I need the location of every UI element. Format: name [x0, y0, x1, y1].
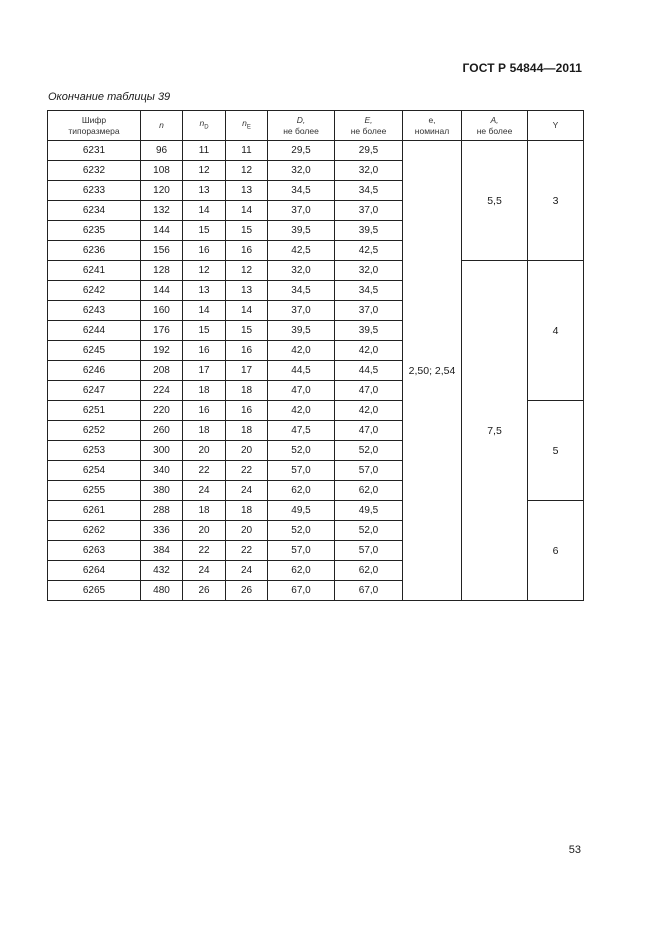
cell-d: 39,5	[268, 221, 335, 241]
cell-n: 208	[141, 361, 183, 381]
cell-e-max: 39,5	[335, 221, 403, 241]
cell-np: 14	[183, 301, 226, 321]
cell-code: 6242	[48, 281, 141, 301]
cell-d: 62,0	[268, 561, 335, 581]
cell-np: 12	[183, 261, 226, 281]
cell-code: 6265	[48, 581, 141, 601]
cell-e-max: 57,0	[335, 541, 403, 561]
col-header-n: n	[141, 111, 183, 141]
col-header-code: Шифр типоразмера	[48, 111, 141, 141]
cell-e-max: 62,0	[335, 481, 403, 501]
cell-nk: 16	[226, 341, 268, 361]
cell-code: 6236	[48, 241, 141, 261]
cell-nk: 15	[226, 321, 268, 341]
cell-d: 52,0	[268, 521, 335, 541]
cell-np: 14	[183, 201, 226, 221]
cell-e-max: 34,5	[335, 181, 403, 201]
cell-np: 17	[183, 361, 226, 381]
cell-n: 384	[141, 541, 183, 561]
cell-y-group-2: 4	[528, 261, 584, 401]
cell-n: 108	[141, 161, 183, 181]
cell-e-max: 47,0	[335, 421, 403, 441]
table-row	[48, 261, 584, 281]
cell-e-max: 67,0	[335, 581, 403, 601]
cell-e-max: 44,5	[335, 361, 403, 381]
cell-nk: 26	[226, 581, 268, 601]
cell-d: 34,5	[268, 281, 335, 301]
cell-n: 380	[141, 481, 183, 501]
cell-nk: 18	[226, 381, 268, 401]
cell-nk: 12	[226, 261, 268, 281]
cell-d: 49,5	[268, 501, 335, 521]
cell-np: 16	[183, 241, 226, 261]
cell-n: 120	[141, 181, 183, 201]
table-header-row	[48, 111, 584, 141]
cell-n: 432	[141, 561, 183, 581]
cell-n: 144	[141, 281, 183, 301]
cell-code: 6234	[48, 201, 141, 221]
cell-e-max: 42,0	[335, 401, 403, 421]
cell-nk: 18	[226, 501, 268, 521]
cell-d: 42,0	[268, 401, 335, 421]
cell-code: 6247	[48, 381, 141, 401]
cell-n: 128	[141, 261, 183, 281]
cell-d: 32,0	[268, 161, 335, 181]
cell-d: 52,0	[268, 441, 335, 461]
cell-np: 22	[183, 461, 226, 481]
cell-n: 156	[141, 241, 183, 261]
cell-code: 6231	[48, 141, 141, 161]
cell-n: 192	[141, 341, 183, 361]
col-header-e-nominal: e, номинал	[403, 111, 462, 141]
cell-np: 13	[183, 281, 226, 301]
cell-nk: 18	[226, 421, 268, 441]
cell-y-group-1: 3	[528, 141, 584, 261]
cell-np: 22	[183, 541, 226, 561]
cell-np: 13	[183, 181, 226, 201]
cell-np: 20	[183, 521, 226, 541]
cell-code: 6255	[48, 481, 141, 501]
cell-np: 20	[183, 441, 226, 461]
cell-n: 336	[141, 521, 183, 541]
cell-n: 144	[141, 221, 183, 241]
cell-code: 6243	[48, 301, 141, 321]
cell-n: 224	[141, 381, 183, 401]
cell-n: 260	[141, 421, 183, 441]
page-number: 53	[568, 844, 581, 856]
cell-code: 6245	[48, 341, 141, 361]
cell-np: 18	[183, 421, 226, 441]
cell-np: 18	[183, 381, 226, 401]
cell-nk: 22	[226, 461, 268, 481]
cell-np: 26	[183, 581, 226, 601]
cell-code: 6261	[48, 501, 141, 521]
cell-e-max: 29,5	[335, 141, 403, 161]
cell-y-group-3: 5	[528, 401, 584, 501]
cell-nk: 11	[226, 141, 268, 161]
cell-np: 12	[183, 161, 226, 181]
cell-e-max: 37,0	[335, 301, 403, 321]
cell-np: 24	[183, 561, 226, 581]
cell-nk: 24	[226, 481, 268, 501]
cell-d: 67,0	[268, 581, 335, 601]
cell-nk: 13	[226, 281, 268, 301]
cell-nk: 20	[226, 521, 268, 541]
col-header-a: A, не более	[462, 111, 528, 141]
cell-nk: 16	[226, 401, 268, 421]
cell-code: 6233	[48, 181, 141, 201]
cell-nk: 12	[226, 161, 268, 181]
cell-e-max: 37,0	[335, 201, 403, 221]
col-header-nk: $n_E$	[226, 111, 268, 141]
cell-code: 6244	[48, 321, 141, 341]
col-header-np: $n_D$	[183, 111, 226, 141]
cell-n: 288	[141, 501, 183, 521]
cell-d: 42,0	[268, 341, 335, 361]
cell-e-nominal-merged: 2,50; 2,54	[403, 141, 462, 601]
cell-n: 340	[141, 461, 183, 481]
cell-d: 57,0	[268, 461, 335, 481]
cell-d: 44,5	[268, 361, 335, 381]
cell-d: 39,5	[268, 321, 335, 341]
cell-d: 47,5	[268, 421, 335, 441]
col-header-d: D, не более	[268, 111, 335, 141]
col-header-y: Y	[528, 111, 584, 141]
cell-np: 15	[183, 321, 226, 341]
table-row	[48, 141, 584, 161]
cell-d: 29,5	[268, 141, 335, 161]
cell-np: 15	[183, 221, 226, 241]
document-standard-header: ГОСТ Р 54844—2011	[462, 61, 582, 75]
cell-code: 6253	[48, 441, 141, 461]
cell-code: 6262	[48, 521, 141, 541]
cell-e-max: 34,5	[335, 281, 403, 301]
cell-nk: 20	[226, 441, 268, 461]
cell-nk: 15	[226, 221, 268, 241]
cell-d: 37,0	[268, 301, 335, 321]
cell-e-max: 32,0	[335, 161, 403, 181]
cell-nk: 13	[226, 181, 268, 201]
cell-d: 34,5	[268, 181, 335, 201]
cell-nk: 16	[226, 241, 268, 261]
cell-np: 18	[183, 501, 226, 521]
cell-n: 176	[141, 321, 183, 341]
cell-code: 6241	[48, 261, 141, 281]
cell-n: 300	[141, 441, 183, 461]
cell-code: 6235	[48, 221, 141, 241]
cell-n: 220	[141, 401, 183, 421]
cell-n: 96	[141, 141, 183, 161]
cell-n: 480	[141, 581, 183, 601]
col-header-e-max: E, не более	[335, 111, 403, 141]
cell-y-group-4: 6	[528, 501, 584, 601]
cell-code: 6254	[48, 461, 141, 481]
cell-n: 160	[141, 301, 183, 321]
cell-nk: 14	[226, 301, 268, 321]
cell-np: 16	[183, 401, 226, 421]
cell-a-group-1: 5,5	[462, 141, 528, 261]
cell-e-max: 42,5	[335, 241, 403, 261]
cell-d: 57,0	[268, 541, 335, 561]
cell-np: 11	[183, 141, 226, 161]
cell-e-max: 49,5	[335, 501, 403, 521]
spec-table	[47, 110, 584, 601]
cell-nk: 14	[226, 201, 268, 221]
cell-e-max: 52,0	[335, 441, 403, 461]
cell-np: 16	[183, 341, 226, 361]
cell-e-max: 47,0	[335, 381, 403, 401]
cell-d: 62,0	[268, 481, 335, 501]
cell-nk: 17	[226, 361, 268, 381]
cell-code: 6263	[48, 541, 141, 561]
cell-e-max: 32,0	[335, 261, 403, 281]
cell-e-max: 42,0	[335, 341, 403, 361]
table-caption: Окончание таблицы 39	[48, 91, 171, 103]
cell-n: 132	[141, 201, 183, 221]
cell-np: 24	[183, 481, 226, 501]
cell-code: 6232	[48, 161, 141, 181]
cell-nk: 22	[226, 541, 268, 561]
cell-e-max: 52,0	[335, 521, 403, 541]
cell-e-max: 62,0	[335, 561, 403, 581]
cell-d: 47,0	[268, 381, 335, 401]
cell-nk: 24	[226, 561, 268, 581]
cell-e-max: 39,5	[335, 321, 403, 341]
cell-d: 37,0	[268, 201, 335, 221]
cell-code: 6251	[48, 401, 141, 421]
cell-a-group-2: 7,5	[462, 261, 528, 601]
cell-code: 6252	[48, 421, 141, 441]
cell-d: 32,0	[268, 261, 335, 281]
cell-d: 42,5	[268, 241, 335, 261]
cell-e-max: 57,0	[335, 461, 403, 481]
cell-code: 6264	[48, 561, 141, 581]
cell-code: 6246	[48, 361, 141, 381]
table-body	[48, 141, 584, 601]
